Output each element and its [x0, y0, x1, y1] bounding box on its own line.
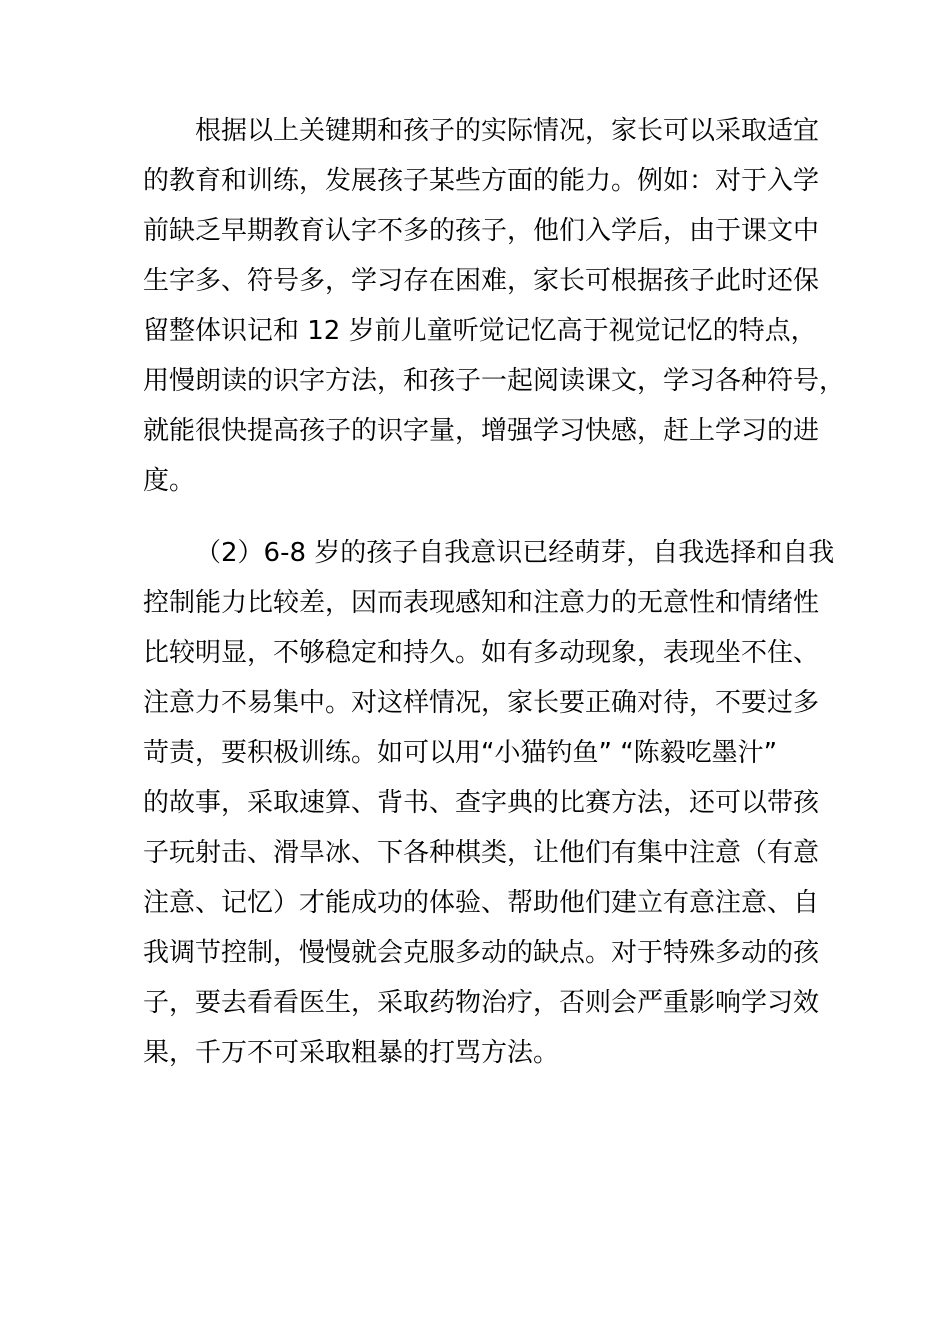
- paragraph-line: 就能很快提高孩子的识字量，增强学习快感，赶上学习的进: [143, 416, 820, 446]
- paragraph-line: 根据以上关键期和孩子的实际情况，家长可以采取适宜: [195, 116, 820, 146]
- paragraph-line: 注意、记忆）才能成功的体验、帮助他们建立有意注意、自: [143, 888, 820, 918]
- paragraph-line: 注意力不易集中。对这样情况，家长要正确对待，不要过多: [143, 688, 820, 718]
- paragraph-line: 用慢朗读的识字方法，和孩子一起阅读课文，学习各种符号，: [143, 366, 846, 396]
- paragraph-line: 前缺乏早期教育认字不多的孩子，他们入学后，由于课文中: [143, 216, 820, 246]
- paragraph-line: 果，千万不可采取粗暴的打骂方法。: [143, 1038, 560, 1068]
- paragraph-line: 苛责，要积极训练。如可以用“小猫钓鱼” “陈毅吃墨汁”: [143, 738, 778, 768]
- paragraph-line: 子，要去看看医生，采取药物治疗，否则会严重影响学习效: [143, 988, 820, 1018]
- paragraph-1: [143, 106, 846, 506]
- paragraph-line: （2）6-8 岁的孩子自我意识已经萌芽，自我选择和自我: [195, 538, 835, 568]
- paragraph-line: 留整体识记和 12 岁前儿童听觉记忆高于视觉记忆的特点，: [143, 316, 817, 346]
- paragraph-line: 生字多、符号多，学习存在困难，家长可根据孩子此时还保: [143, 266, 820, 296]
- paragraph-line: 控制能力比较差，因而表现感知和注意力的无意性和情绪性: [143, 588, 820, 618]
- paragraph-line: 比较明显，不够稳定和持久。如有多动现象，表现坐不住、: [143, 638, 820, 668]
- paragraph-line: 子玩射击、滑旱冰、下各种棋类，让他们有集中注意（有意: [143, 838, 820, 868]
- paragraph-2: [143, 528, 835, 1078]
- paragraph-line: 度。: [143, 466, 196, 496]
- paragraph-line: 的故事，采取速算、背书、查字典的比赛方法，还可以带孩: [143, 788, 820, 818]
- paragraph-line: 的教育和训练，发展孩子某些方面的能力。例如：对于入学: [143, 166, 820, 196]
- paragraph-spacer: [143, 506, 813, 528]
- document-body: [143, 106, 846, 1078]
- paragraph-line: 我调节控制，慢慢就会克服多动的缺点。对于特殊多动的孩: [143, 938, 820, 968]
